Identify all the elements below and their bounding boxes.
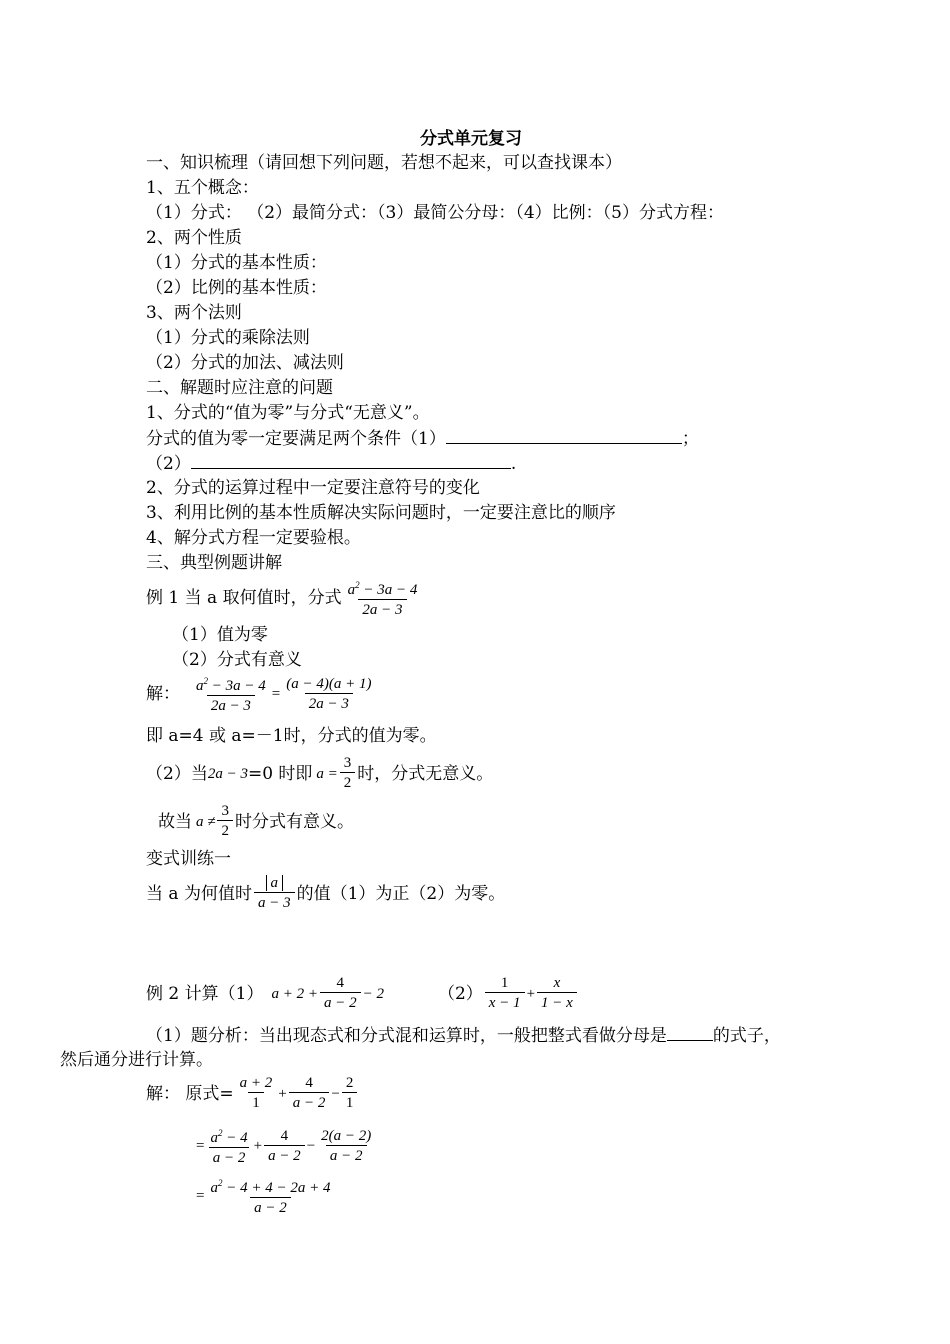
result-3-text-a: 故当 [158, 811, 192, 832]
page-title: 分式单元复习 [420, 129, 522, 149]
fraction-2-over-1: $\frac{2}{1}$ [342, 1074, 358, 1113]
fraction-x-over-1-x: $\frac{x}{1 - x}$ [537, 974, 577, 1013]
example-2-question [146, 974, 579, 1013]
note-1-condition-b-text: （2） [146, 454, 191, 474]
section-heading-2: 二、解题时应注意的问题 [146, 378, 333, 398]
example-1-result-1: 即 a=4 或 a=－1时，分式的值为零。 [146, 726, 437, 746]
property-heading: 2、两个性质 [146, 228, 242, 248]
result-3-text-b: 时分式有意义。 [234, 811, 354, 832]
equals-sign: = [271, 686, 281, 702]
note-1-condition-a-text: 分式的值为零一定要满足两个条件（1） [146, 429, 446, 449]
property-item-1: （1）分式的基本性质： [146, 253, 327, 273]
example-2-analysis-cont: 然后通分进行计算。 [60, 1050, 213, 1070]
fraction-a2-4-over-a-2: $\frac{a^2 - 4}{a - 2}$ [210, 1128, 248, 1166]
example-1-subquestion-2: （2）分式有意义 [172, 650, 302, 670]
expression-a-plus-2: a + 2 + [271, 985, 318, 1002]
fraction-factored: $\frac{(a - 4)(a + 1)}{2a - 3}$ [286, 675, 372, 712]
answer-blank [191, 452, 511, 469]
example-2-label: 例 2 计算（1） [146, 983, 264, 1004]
example-2-label-2: （2） [437, 983, 483, 1004]
fraction-4-over-a-2: $\frac{4}{a - 2}$ [264, 1127, 305, 1166]
section-heading-3: 三、典型例题讲解 [146, 553, 282, 573]
rule-item-2: （2）分式的加法、减法则 [146, 353, 344, 373]
note-4: 4、解分式方程一定要验根。 [146, 528, 361, 548]
variant-question [146, 874, 505, 913]
note-2: 2、分式的运算过程中一定要注意符号的变化 [146, 478, 480, 498]
fraction-combined: $\frac{a^2 - 4 + 4 - 2a + 4}{a - 2}$ [210, 1178, 331, 1216]
variant-text-b: 的值（1）为正（2）为零。 [296, 883, 506, 904]
property-item-2: （2）比例的基本性质： [146, 278, 327, 298]
example-1-solution [146, 672, 377, 716]
fraction-1-over-x-1: $\frac{1}{x - 1}$ [485, 974, 525, 1013]
expression-minus-2: − 2 [362, 985, 384, 1002]
example-2-solution-line-3 [196, 1174, 336, 1218]
plus-sign: + [253, 1138, 263, 1154]
solution-label: 解： 原式= [146, 1083, 234, 1104]
fraction-4-over-a-2: $\frac{4}{a - 2}$ [320, 974, 361, 1013]
example-1-result-2 [146, 754, 493, 793]
answer-blank [667, 1024, 713, 1041]
fraction-2a-2-over-a-2: $\frac{2(a - 2)}{a - 2}$ [321, 1127, 372, 1164]
answer-blank [446, 427, 682, 444]
expression-a-neq: a ≠ [196, 813, 216, 830]
solution-label: 解： [146, 684, 180, 704]
fraction-expression: $\frac{a^2 - 3a - 4}{2a - 3}$ [347, 580, 418, 618]
analysis-text: （1）题分析：当出现态式和分式混和运算时，一般把整式看做分母是 [146, 1026, 667, 1046]
concept-items: （1）分式： （2）最简分式：（3）最简公分母：（4）比例：（5）分式方程： [146, 203, 724, 223]
note-1: 1、分式的“值为零”与分式“无意义”。 [146, 403, 430, 423]
fraction-expression: $\frac{a^2 - 3a - 4}{2a - 3}$ [196, 676, 266, 714]
result-2-text-a: （2）当 [146, 763, 208, 784]
equals-sign: = [196, 1138, 205, 1154]
example-2-solution-line-2 [196, 1124, 377, 1168]
example-1-question [146, 576, 423, 620]
note-1-condition-a-end: ； [681, 429, 699, 449]
rule-heading: 3、两个法则 [146, 303, 242, 323]
minus-sign: − [306, 1138, 316, 1154]
fraction-three-halves: $\frac{3}{2}$ [340, 754, 356, 793]
example-1-subquestion-1: （1）值为零 [172, 625, 268, 645]
expression-2a-3: 2a − 3 [207, 765, 248, 782]
plus-sign: + [278, 1085, 287, 1102]
example-1-result-3 [158, 802, 354, 841]
example-2-solution-line-1 [146, 1074, 359, 1113]
rule-item-1: （1）分式的乘除法则 [146, 328, 310, 348]
example-2-analysis [146, 1024, 781, 1047]
example-1-label: 例 1 当 a 取何值时，分式 [146, 588, 342, 608]
variant-text-a: 当 a 为何值时 [146, 883, 252, 904]
fraction-three-halves: $\frac{3}{2}$ [217, 802, 233, 841]
note-3: 3、利用比例的基本性质解决实际问题时，一定要注意比的顺序 [146, 503, 616, 523]
result-2-text-c: 时，分式无意义。 [357, 763, 494, 784]
result-2-text-b: =0 时即 [247, 763, 313, 784]
fraction-abs-a: $\frac{a}{a - 3}$ [254, 874, 295, 913]
expression-a-eq: a = [316, 765, 338, 782]
note-1-condition-a [146, 427, 699, 450]
fraction-a2-over-1: $\frac{a + 2}{1}$ [239, 1075, 273, 1111]
plus-sign: + [526, 985, 536, 1002]
section-heading-1: 一、知识梳理（请回想下列问题，若想不起来，可以查找课本） [146, 153, 622, 173]
fraction-4-over-a-2: $\frac{4}{a - 2}$ [289, 1074, 330, 1113]
concept-heading: 1、五个概念： [146, 178, 259, 198]
minus-sign: − [331, 1085, 340, 1102]
note-1-condition-b [146, 452, 516, 475]
variant-heading: 变式训练一 [146, 849, 231, 869]
analysis-text-end: 的式子， [712, 1026, 781, 1046]
note-1-condition-b-end: . [510, 454, 517, 474]
equals-sign: = [196, 1188, 205, 1204]
